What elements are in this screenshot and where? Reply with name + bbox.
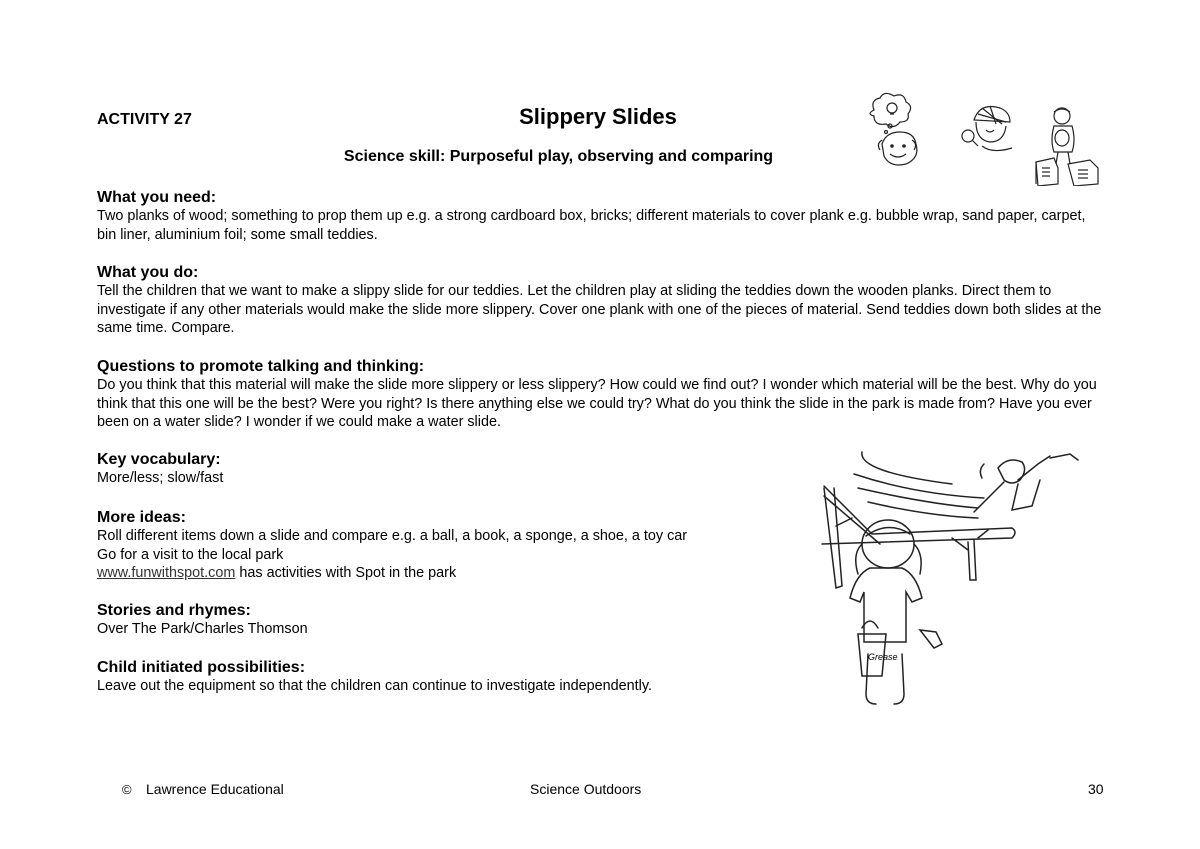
section-heading: More ideas:: [97, 509, 186, 526]
section-body: More/less; slow/fast: [97, 470, 224, 486]
science-skill-subtitle: Science skill: Purposeful play, observing and comparing: [343, 148, 774, 165]
section-heading: Stories and rhymes:: [97, 602, 251, 619]
section-body: Leave out the equipment so that the children can continue to investigate independently.: [97, 678, 652, 694]
section-child-initiated: [97, 658, 797, 696]
section-what-you-do: [97, 263, 1107, 338]
section-key-vocabulary: [97, 450, 777, 488]
bucket-label: Grease: [868, 652, 898, 662]
section-heading: Key vocabulary:: [97, 451, 221, 468]
section-heading: Questions to promote talking and thinking:: [97, 358, 425, 375]
section-heading: What you do:: [97, 264, 199, 281]
activity-number: ACTIVITY 27: [97, 111, 192, 128]
section-questions: [97, 357, 1109, 432]
boy-on-boxes-illustration: [1034, 104, 1100, 186]
idea-line: Go for a visit to the local park: [97, 546, 284, 563]
page-number: 30: [1088, 781, 1104, 797]
section-body: Do you think that this material will make the slide more slippery or less slippery? How could we find out? I wonder which material will be the best. Why do you think that this one will be the best? Were you right? Is there anything else we could try? What do you think the slide in the park is made from? Have you ever been on a water slide? I wonder if we could make a water slide.: [97, 377, 1097, 430]
section-what-you-need: [97, 188, 1107, 244]
section-body: Two planks of wood; something to prop them up e.g. a strong cardboard box, bricks; different materials to cover plank e.g. bubble wrap, sand paper, carpet, bin liner, aluminium foil; some small teddies.: [97, 208, 1086, 243]
page-title: Slippery Slides: [519, 104, 677, 129]
section-heading: Child initiated possibilities:: [97, 659, 306, 676]
section-heading: What you need:: [97, 189, 217, 206]
idea-line-rest: has activities with Spot in the park: [235, 565, 457, 581]
idea-line: Roll different items down a slide and compare e.g. a ball, a book, a sponge, a shoe, a toy car: [97, 528, 688, 544]
detective-boy-illustration: [956, 100, 1021, 160]
section-more-ideas: [97, 508, 777, 583]
slide-illustration: [818, 444, 1098, 716]
section-body: Tell the children that we want to make a slippy slide for our teddies. Let the children play at sliding the teddies down the wooden planks. Direct them to investigate if any other materials would make the slide more slippery. Cover one plank with one of the pieces of material. Send teddies down both slides at the same time. Compare.: [97, 283, 1102, 336]
copyright-icon: ©: [122, 782, 132, 797]
footer-book-title: Science Outdoors: [530, 781, 642, 797]
footer-copyright: [122, 781, 284, 797]
thinking-girl-illustration: [866, 92, 936, 172]
footer-publisher: Lawrence Educational: [146, 781, 284, 797]
idea-line: [97, 564, 777, 583]
section-stories-rhymes: [97, 601, 777, 639]
funwithspot-link[interactable]: www.funwithspot.com: [97, 565, 236, 581]
section-body: Over The Park/Charles Thomson: [97, 621, 308, 637]
